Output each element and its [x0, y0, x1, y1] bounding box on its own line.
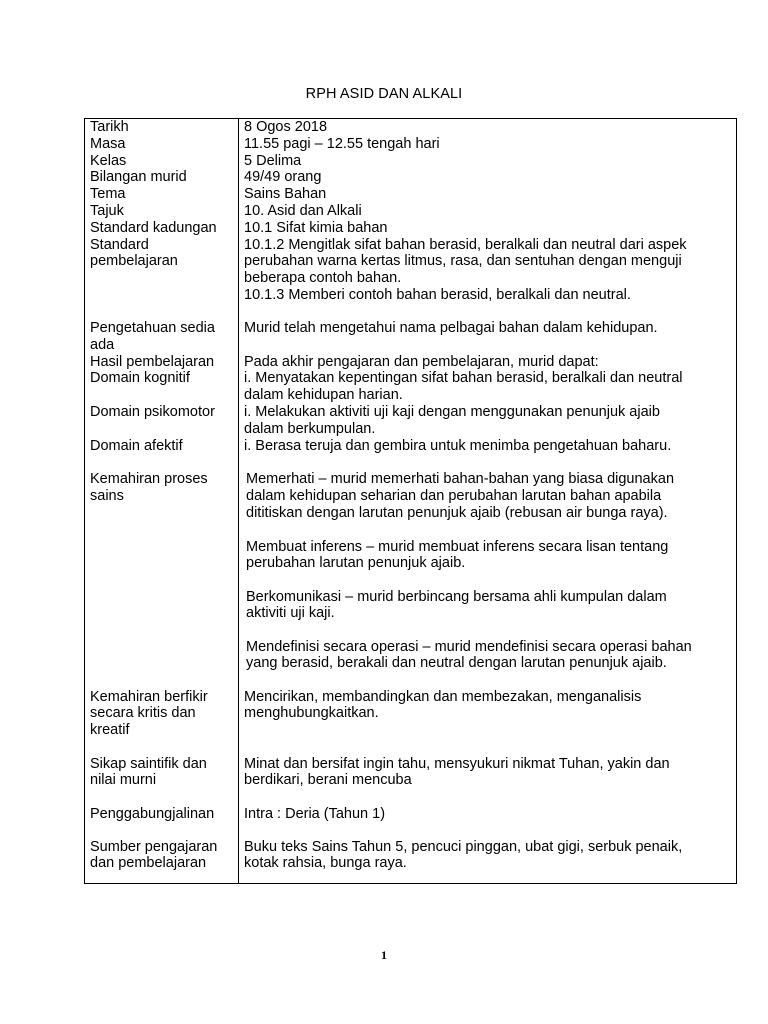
label-domain-kognitif: Domain kognitif — [90, 370, 190, 387]
value-domain-psikomotor-line: dalam berkumpulan. — [244, 420, 376, 437]
label-kemahiran-proses-sains: Kemahiran proses — [90, 471, 208, 487]
value-tajuk: 10. Asid dan Alkali — [244, 203, 362, 219]
value-masa: 11.55 pagi – 12.55 tengah hari — [244, 135, 440, 152]
value-domain-afektif: i. Berasa teruja dan gembira untuk menimba pengetahuan baharu. — [244, 437, 672, 454]
value-berkomunikasi-line: aktiviti uji kaji. — [246, 605, 335, 622]
label-kemahiran-proses-sains-cont: sains — [90, 487, 124, 504]
label-sumber-pengajaran-cont: dan pembelajaran — [90, 855, 207, 872]
label-tema: Tema — [90, 186, 126, 203]
label-kemahiran-berfikir-cont: secara kritis dan — [90, 705, 196, 722]
value-memerhati-line: dalam kehidupan seharian dan perubahan larutan bahan apabila — [246, 487, 662, 504]
value-sikap-saintifik-line: Minat dan bersifat ingin tahu, mensyukuri nikmat Tuhan, yakin dan — [244, 755, 670, 772]
value-tema: Sains Bahan — [244, 186, 327, 203]
value-memerhati-line: dititiskan dengan larutan penunjuk ajaib (rebusan air bunga raya). — [246, 504, 668, 521]
label-masa: Masa — [90, 135, 126, 152]
value-kelas: 5 Delima — [244, 152, 302, 169]
label-pengetahuan-sedia-ada-cont: ada — [90, 336, 115, 353]
label-tajuk: Tajuk — [90, 203, 124, 219]
value-bilangan-murid: 49/49 orang — [244, 169, 322, 186]
value-berkomunikasi-line: Berkomunikasi – murid berbincang bersama ahli kumpulan dalam — [246, 588, 667, 605]
value-standard-pembelajaran-line: 10.1.3 Memberi contoh bahan berasid, beralkali dan neutral. — [244, 287, 631, 303]
value-standard-pembelajaran-line: beberapa contoh bahan. — [244, 270, 402, 287]
value-domain-psikomotor-line: i. Melakukan aktiviti uji kaji dengan menggunakan penunjuk ajaib — [244, 404, 660, 420]
label-hasil-pembelajaran: Hasil pembelajaran — [90, 353, 215, 370]
label-sikap-saintifik-cont: nilai murni — [90, 772, 157, 789]
label-standard-pembelajaran: Standard — [90, 236, 149, 253]
page-title: RPH ASID DAN ALKALI — [305, 86, 463, 102]
value-domain-kognitif-line: dalam kehidupan harian. — [244, 387, 403, 404]
value-kemahiran-berfikir-line: menghubungkaitkan. — [244, 705, 379, 722]
value-sikap-saintifik-line: berdikari, berani mencuba — [244, 772, 412, 789]
value-sumber-pengajaran-line: kotak rahsia, bunga raya. — [244, 855, 407, 872]
label-bilangan-murid: Bilangan murid — [90, 169, 187, 186]
lesson-plan-table — [84, 118, 737, 884]
label-penggabungjalinan: Penggabungjalinan — [90, 805, 215, 822]
label-domain-afektif: Domain afektif — [90, 437, 183, 454]
value-standard-pembelajaran-line: perubahan warna kertas litmus, rasa, dan sentuhan dengan menguji — [244, 253, 682, 270]
label-kemahiran-berfikir: Kemahiran berfikir — [90, 688, 208, 705]
label-domain-psikomotor: Domain psikomotor — [90, 404, 215, 420]
value-inferens-line: perubahan larutan penunjuk ajaib. — [246, 555, 466, 572]
label-standard-pembelajaran-cont: pembelajaran — [90, 253, 178, 270]
value-pengetahuan-sedia-ada: Murid telah mengetahui nama pelbagai bahan dalam kehidupan. — [244, 320, 658, 336]
value-tarikh: 8 Ogos 2018 — [244, 119, 328, 135]
value-standard-kandungan: 10.1 Sifat kimia bahan — [244, 219, 388, 236]
value-kemahiran-berfikir-line: Mencirikan, membandingkan dan membezakan, menganalisis — [244, 688, 642, 705]
value-sumber-pengajaran-line: Buku teks Sains Tahun 5, pencuci pinggan, ubat gigi, serbuk penaik, — [244, 838, 683, 855]
value-standard-pembelajaran-line: 10.1.2 Mengitlak sifat bahan berasid, beralkali dan neutral dari aspek — [244, 236, 687, 253]
value-mendefinisi-line: Mendefinisi secara operasi – murid mendefinisi secara operasi bahan — [246, 638, 692, 655]
value-hasil-pembelajaran: Pada akhir pengajaran dan pembelajaran, murid dapat: — [244, 353, 599, 370]
label-sumber-pengajaran: Sumber pengajaran — [90, 838, 218, 855]
label-pengetahuan-sedia-ada: Pengetahuan sedia — [90, 320, 215, 336]
page-number: 1 — [381, 948, 387, 962]
label-tarikh: Tarikh — [90, 119, 129, 135]
label-sikap-saintifik: Sikap saintifik dan — [90, 755, 207, 772]
value-penggabungjalinan: Intra : Deria (Tahun 1) — [244, 805, 386, 822]
value-mendefinisi-line: yang berasid, berakali dan neutral dengan larutan penunjuk ajaib. — [246, 655, 667, 672]
value-inferens-line: Membuat inferens – murid membuat inferens secara lisan tentang — [246, 538, 669, 555]
label-standard-kandungan: Standard kadungan — [90, 219, 217, 236]
value-memerhati-line: Memerhati – murid memerhati bahan-bahan yang biasa digunakan — [246, 471, 675, 487]
label-kemahiran-berfikir-cont: kreatif — [90, 722, 130, 739]
value-domain-kognitif-line: i. Menyatakan kepentingan sifat bahan berasid, beralkali dan neutral — [244, 370, 683, 387]
column-divider — [238, 119, 239, 883]
label-kelas: Kelas — [90, 152, 127, 169]
